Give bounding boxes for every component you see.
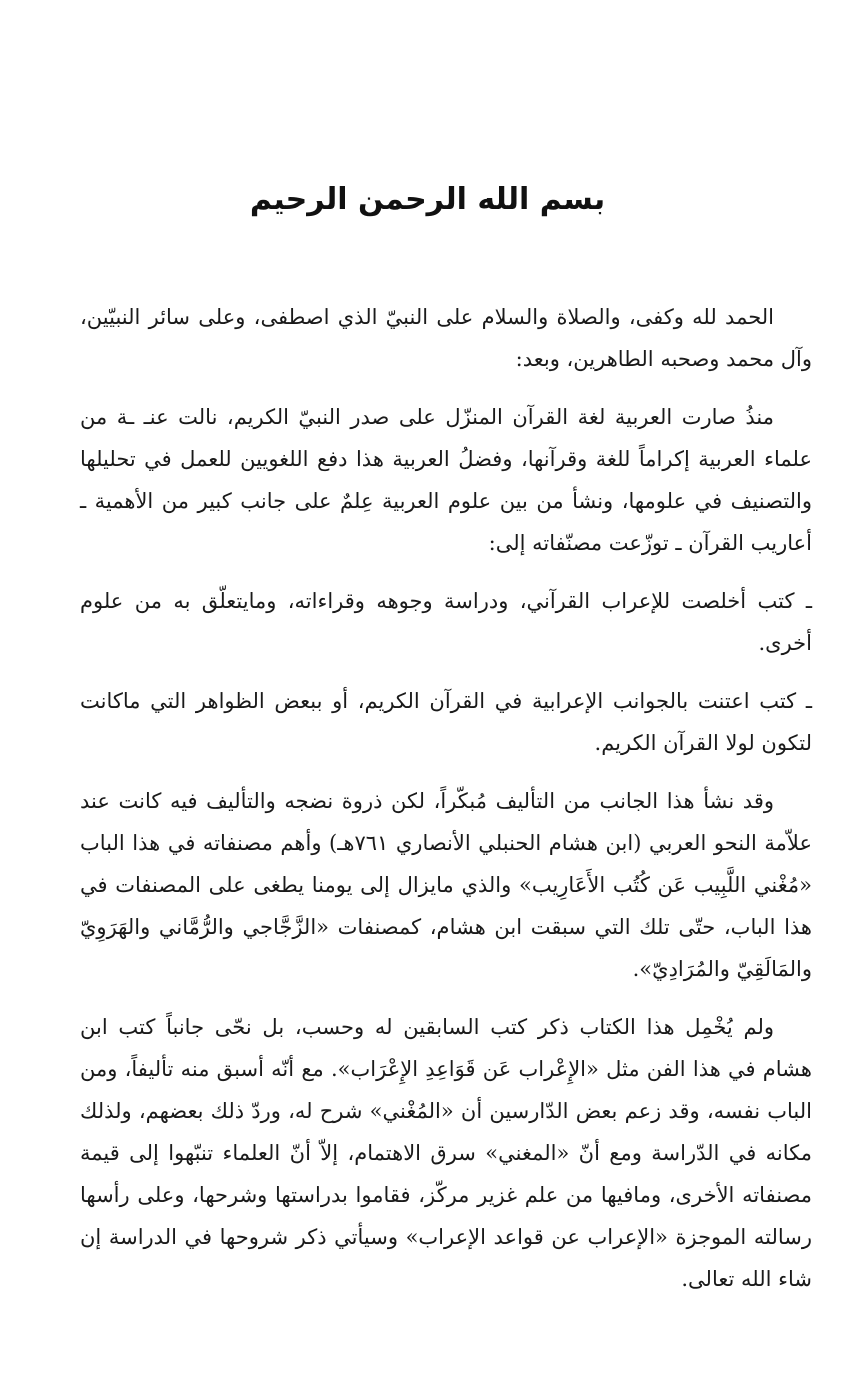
bullet-item-2: ـ كتب اعتنت بالجوانب الإعرابية في القرآن الكريم، أو ببعض الظواهر التي ماكانت لتكون لولا القرآن الكريم. xyxy=(80,689,812,755)
bullet-item-1: ـ كتب أخلصت للإعراب القرآني، ودراسة وجوهه وقراءاته، ومايتعلّق به من علوم أخرى. xyxy=(80,589,812,655)
basmala-heading: بسم الله الرحمن الرحيم xyxy=(249,182,606,217)
paragraph-book: ولم يُخْمِل هذا الكتاب ذكر كتب السابقين له وحسب، بل نحّى جانباً كتب ابن هشام في هذا الفن مثل «الإِعْراب عَن قَوَاعِدِ الإِعْرَاب». مع أنّه أسبق منه تأليفاً، ومن الباب نفسه، وقد زعم بعض الدّارسين أن «المُغْني» شرح له، وردّ ذلك بعضهم، ولذلك مكانه في الدّراسة ومع أنّ «المغني» سرق الاهتمام، إلاّ أنّ العلماء تنبّهوا إلى قيمة مصنفاته الأخرى، ومافيها من علم غزير مركّز، فقاموا بدراستها وشرحها، وعلى رأسها رسالته الموجزة «الإعراب عن قواعد الإعراب» وسيأتي ذكر شروحها في الدراسة إن شاء الله تعالى. xyxy=(80,1015,812,1291)
paragraph-intro: منذُ صارت العربية لغة القرآن المنزّل على صدر النبيّ الكريم، نالت عنـ ـة من علماء العربية إكراماً للغة وقرآنها، وفضلُ العربية هذا دفع اللغويين للعمل في تحليلها والتصنيف في علومها، ونشأ من بين علوم العربية عِلمٌ على جانب كبير من الأهمية ـ أعاريب القرآن ـ توزّعت مصنّفاته إلى: xyxy=(80,405,812,555)
body-text xyxy=(80,296,812,1316)
paragraph-ibn-hisham: وقد نشأ هذا الجانب من التأليف مُبكّراً، لكن ذروة نضجه والتأليف فيه كانت عند علاّمة النحو العربي (ابن هشام الحنبلي الأنصاري ٧٦١هـ) وأهم مصنفاته في هذا الباب «مُغْني اللَّبِيب عَن كُتُب الأَعَارِيب» والذي مايزال إلى يومنا يطغى على المصنفات في هذا الباب، حتّى تلك التي سبقت ابن هشام، كمصنفات «الزَّجَّاجي والرُّمَّاني والهَرَوِيّ والمَالَقِيّ والمُرَادِيّ». xyxy=(80,789,812,981)
paragraph-opening: الحمد لله وكفى، والصلاة والسلام على النبيّ الذي اصطفى، وعلى سائر النبيّين، وآل محمد وصحبه الطاهرين، وبعد: xyxy=(80,305,812,371)
